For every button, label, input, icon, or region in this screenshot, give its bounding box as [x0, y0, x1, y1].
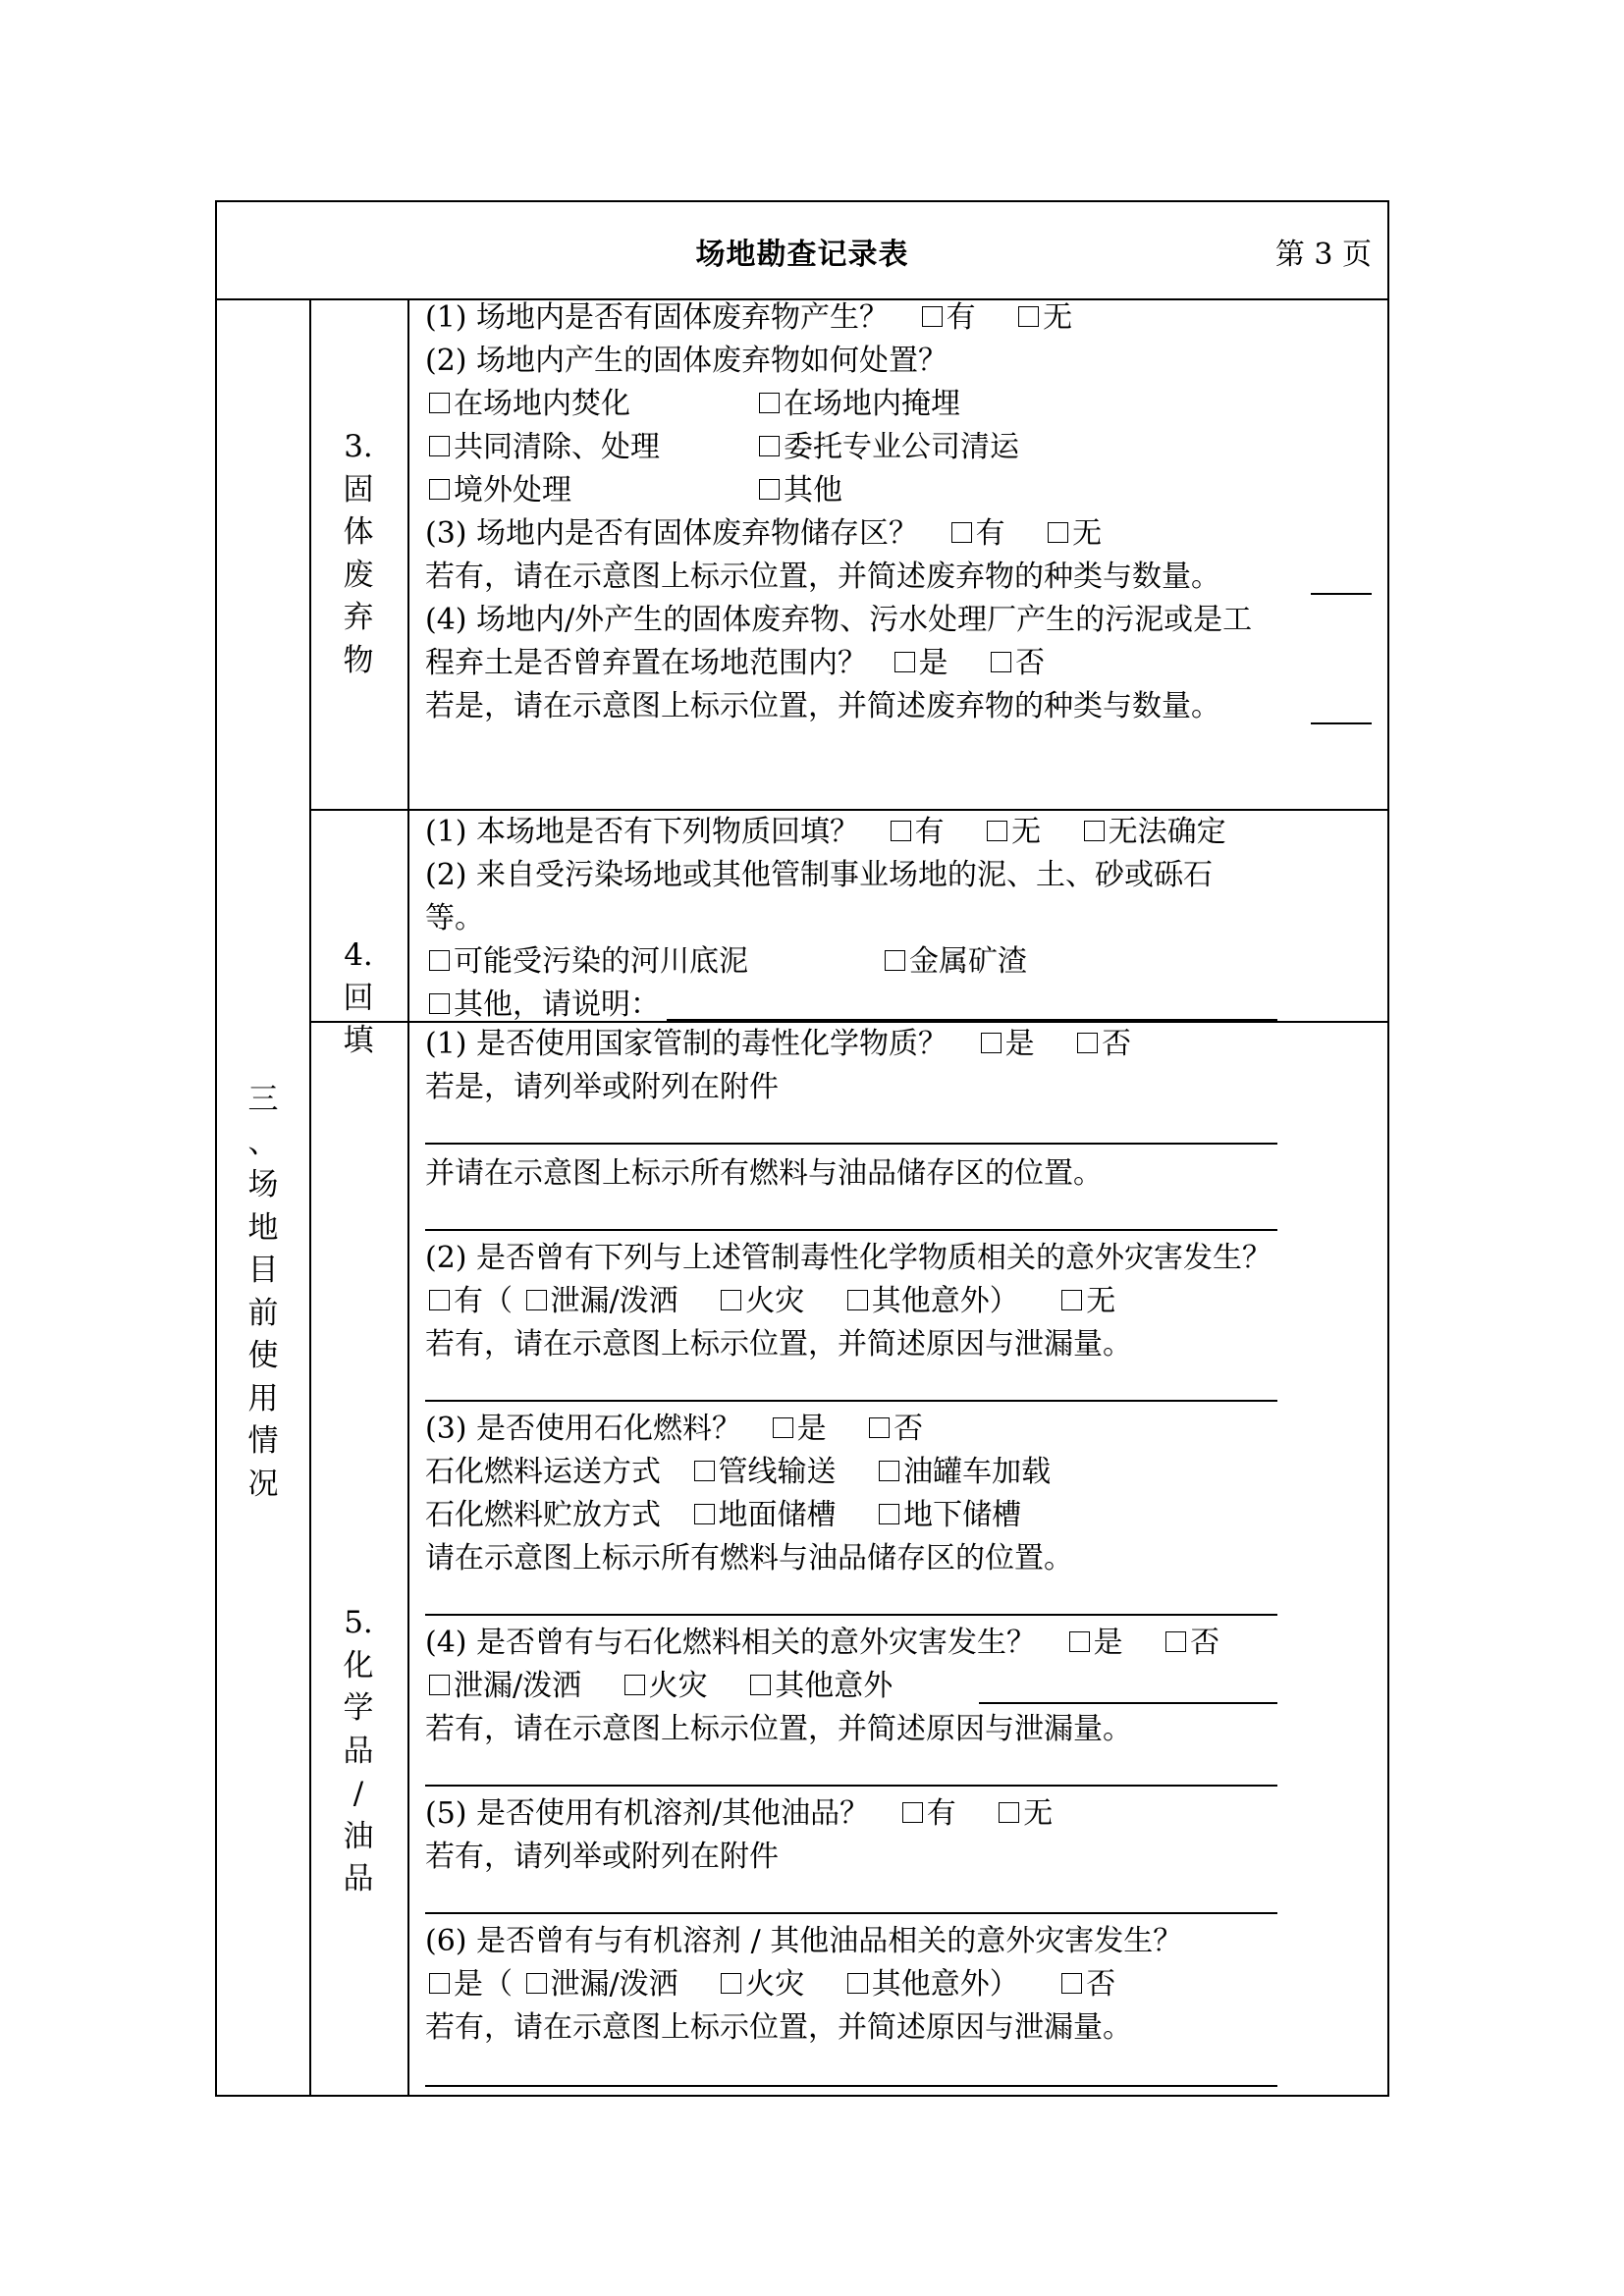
answer-blank[interactable] — [1311, 722, 1372, 724]
option-line: 共同清除、处理 — [425, 428, 660, 467]
answer-blank[interactable] — [667, 1019, 1277, 1021]
checkbox[interactable] — [847, 1973, 868, 1994]
checkbox[interactable] — [879, 1461, 899, 1481]
checkbox[interactable] — [1077, 1033, 1098, 1053]
checkbox[interactable] — [1084, 821, 1105, 841]
checkbox[interactable] — [429, 993, 450, 1014]
option-line: 在场地内焚化 — [425, 385, 630, 424]
answer-blank[interactable] — [425, 1400, 1277, 1402]
checkbox[interactable] — [773, 1417, 793, 1438]
block-label-chemicals: 5. 化 学 品 / 油 品 — [343, 1605, 374, 1896]
checkbox[interactable] — [429, 1675, 450, 1695]
page-number: 第 3 页 — [1274, 238, 1372, 272]
checkbox[interactable] — [759, 393, 780, 413]
checkbox[interactable] — [694, 1504, 715, 1524]
question-line: 等。 — [425, 901, 484, 935]
question-line: (2) 是否曾有下列与上述管制毒性化学物质相关的意外灾害发生？ — [425, 1241, 1272, 1275]
answer-blank[interactable] — [425, 1785, 1277, 1787]
answer-blank[interactable] — [1311, 593, 1372, 595]
option-line: 境外处理 — [425, 471, 571, 510]
checkbox[interactable] — [869, 1417, 890, 1438]
checkbox[interactable] — [429, 1973, 450, 1994]
checkbox[interactable] — [1061, 1290, 1082, 1310]
answer-blank[interactable] — [425, 1229, 1277, 1231]
table-header — [217, 202, 1387, 300]
section-label: 三 、 场 地 目 前 使 用 情 况 — [247, 1082, 279, 1502]
question-line: (1) 本场地是否有下列物质回填？ 有 无 无法确定 — [425, 815, 1226, 849]
instruction-line: 若有，请在示意图上标示位置，并简述原因与泄漏量。 — [425, 2010, 1132, 2045]
checkbox[interactable] — [922, 306, 943, 327]
checkbox[interactable] — [750, 1675, 771, 1695]
page-title: 场地勘查记录表 — [695, 238, 909, 272]
checkbox[interactable] — [987, 821, 1007, 841]
checkbox[interactable] — [526, 1973, 547, 1994]
checkbox[interactable] — [759, 479, 780, 500]
question-line: 程弃土是否曾弃置在场地范围内？ 是 否 — [425, 646, 1046, 680]
answer-blank[interactable] — [979, 1702, 1277, 1704]
checkbox[interactable] — [721, 1973, 741, 1994]
question-line: (2) 来自受污染场地或其他管制事业场地的泥、土、砂或砾石 — [425, 858, 1214, 892]
answer-blank[interactable] — [425, 1614, 1277, 1616]
row-divider — [309, 809, 1387, 811]
option-line: 其他，请说明： — [425, 986, 660, 1025]
answer-blank[interactable] — [425, 1912, 1277, 1914]
question-line: (4) 场地内/外产生的固体废弃物、污水处理厂产生的污泥或是工 — [425, 603, 1253, 637]
checkbox[interactable] — [429, 950, 450, 971]
instruction-line: 若有，请列举或附列在附件 — [425, 1840, 779, 1874]
checkbox[interactable] — [429, 393, 450, 413]
answer-blank[interactable] — [425, 2085, 1277, 2087]
checkbox[interactable] — [694, 1461, 715, 1481]
checkbox[interactable] — [879, 1504, 899, 1524]
question-line: (2) 场地内产生的固体废弃物如何处置？ — [425, 344, 948, 378]
instruction-line: 并请在示意图上标示所有燃料与油品储存区的位置。 — [425, 1156, 1103, 1191]
block-label-column — [309, 298, 409, 2095]
checkbox[interactable] — [624, 1675, 645, 1695]
option-line: 其他 — [755, 471, 842, 510]
checkbox[interactable] — [902, 1802, 923, 1823]
checkbox[interactable] — [999, 1802, 1019, 1823]
checkbox[interactable] — [1018, 306, 1039, 327]
section-label-column — [217, 298, 311, 2095]
checkbox[interactable] — [429, 1290, 450, 1310]
checkbox[interactable] — [991, 652, 1011, 672]
instruction-line: 若是，请在示意图上标示位置，并简述废弃物的种类与数量。 — [425, 689, 1220, 723]
checkbox[interactable] — [885, 950, 905, 971]
option-line: 泄漏/泼洒 火灾 其他意外 — [425, 1667, 893, 1706]
instruction-line: 若有，请在示意图上标示位置，并简述原因与泄漏量。 — [425, 1327, 1132, 1362]
checkbox[interactable] — [759, 436, 780, 456]
checkbox[interactable] — [721, 1290, 741, 1310]
instruction-line: 若有，请在示意图上标示位置，并简述废弃物的种类与数量。 — [425, 560, 1220, 594]
instruction-line: 若是，请列举或附列在附件 — [425, 1070, 779, 1104]
question-line: (3) 场地内是否有固体废弃物储存区？ 有 无 — [425, 516, 1103, 551]
checkbox[interactable] — [847, 1290, 868, 1310]
checkbox[interactable] — [1048, 522, 1068, 543]
checkbox[interactable] — [1165, 1631, 1186, 1652]
question-line: (5) 是否使用有机溶剂/其他油品？ 有 无 — [425, 1796, 1054, 1831]
checkbox[interactable] — [429, 436, 450, 456]
question-line: (1) 是否使用国家管制的毒性化学物质？ 是 否 — [425, 1027, 1132, 1061]
question-line: (6) 是否曾有与有机溶剂 / 其他油品相关的意外灾害发生？ — [425, 1924, 1183, 1958]
checkbox[interactable] — [951, 522, 972, 543]
checkbox[interactable] — [526, 1290, 547, 1310]
block-label-backfill: 4. 回 填 — [343, 937, 374, 1058]
checkbox[interactable] — [1069, 1631, 1090, 1652]
checkbox[interactable] — [891, 821, 911, 841]
option-line: 在场地内掩埋 — [755, 385, 960, 424]
option-line: 是（ 泄漏/泼洒 火灾 其他意外） 否 — [425, 1965, 1115, 2004]
option-line: 委托专业公司清运 — [755, 428, 1019, 467]
option-line: 石化燃料运送方式 管线输送 油罐车加载 — [425, 1455, 1052, 1489]
answer-blank[interactable] — [425, 1143, 1277, 1145]
checkbox[interactable] — [429, 479, 450, 500]
form-table — [215, 200, 1389, 2097]
question-line: (4) 是否曾有与石化燃料相关的意外灾害发生？ 是 否 — [425, 1626, 1220, 1660]
question-line: (1) 场地内是否有固体废弃物产生？ 有 无 — [425, 300, 1073, 335]
block-label-solid-waste: 3. 固 体 废 弃 物 — [343, 429, 374, 678]
question-line: (3) 是否使用石化燃料？ 是 否 — [425, 1412, 924, 1446]
instruction-line: 若有，请在示意图上标示位置，并简述原因与泄漏量。 — [425, 1712, 1132, 1746]
instruction-line: 请在示意图上标示所有燃料与油品储存区的位置。 — [425, 1541, 1073, 1575]
checkbox[interactable] — [1061, 1973, 1082, 1994]
option-line: 金属矿渣 — [881, 942, 1027, 982]
option-line: 可能受污染的河川底泥 — [425, 942, 748, 982]
option-line: 石化燃料贮放方式 地面储槽 地下储槽 — [425, 1498, 1022, 1532]
option-line: 有（ 泄漏/泼洒 火灾 其他意外） 无 — [425, 1282, 1115, 1321]
checkbox[interactable] — [981, 1033, 1001, 1053]
checkbox[interactable] — [894, 652, 915, 672]
